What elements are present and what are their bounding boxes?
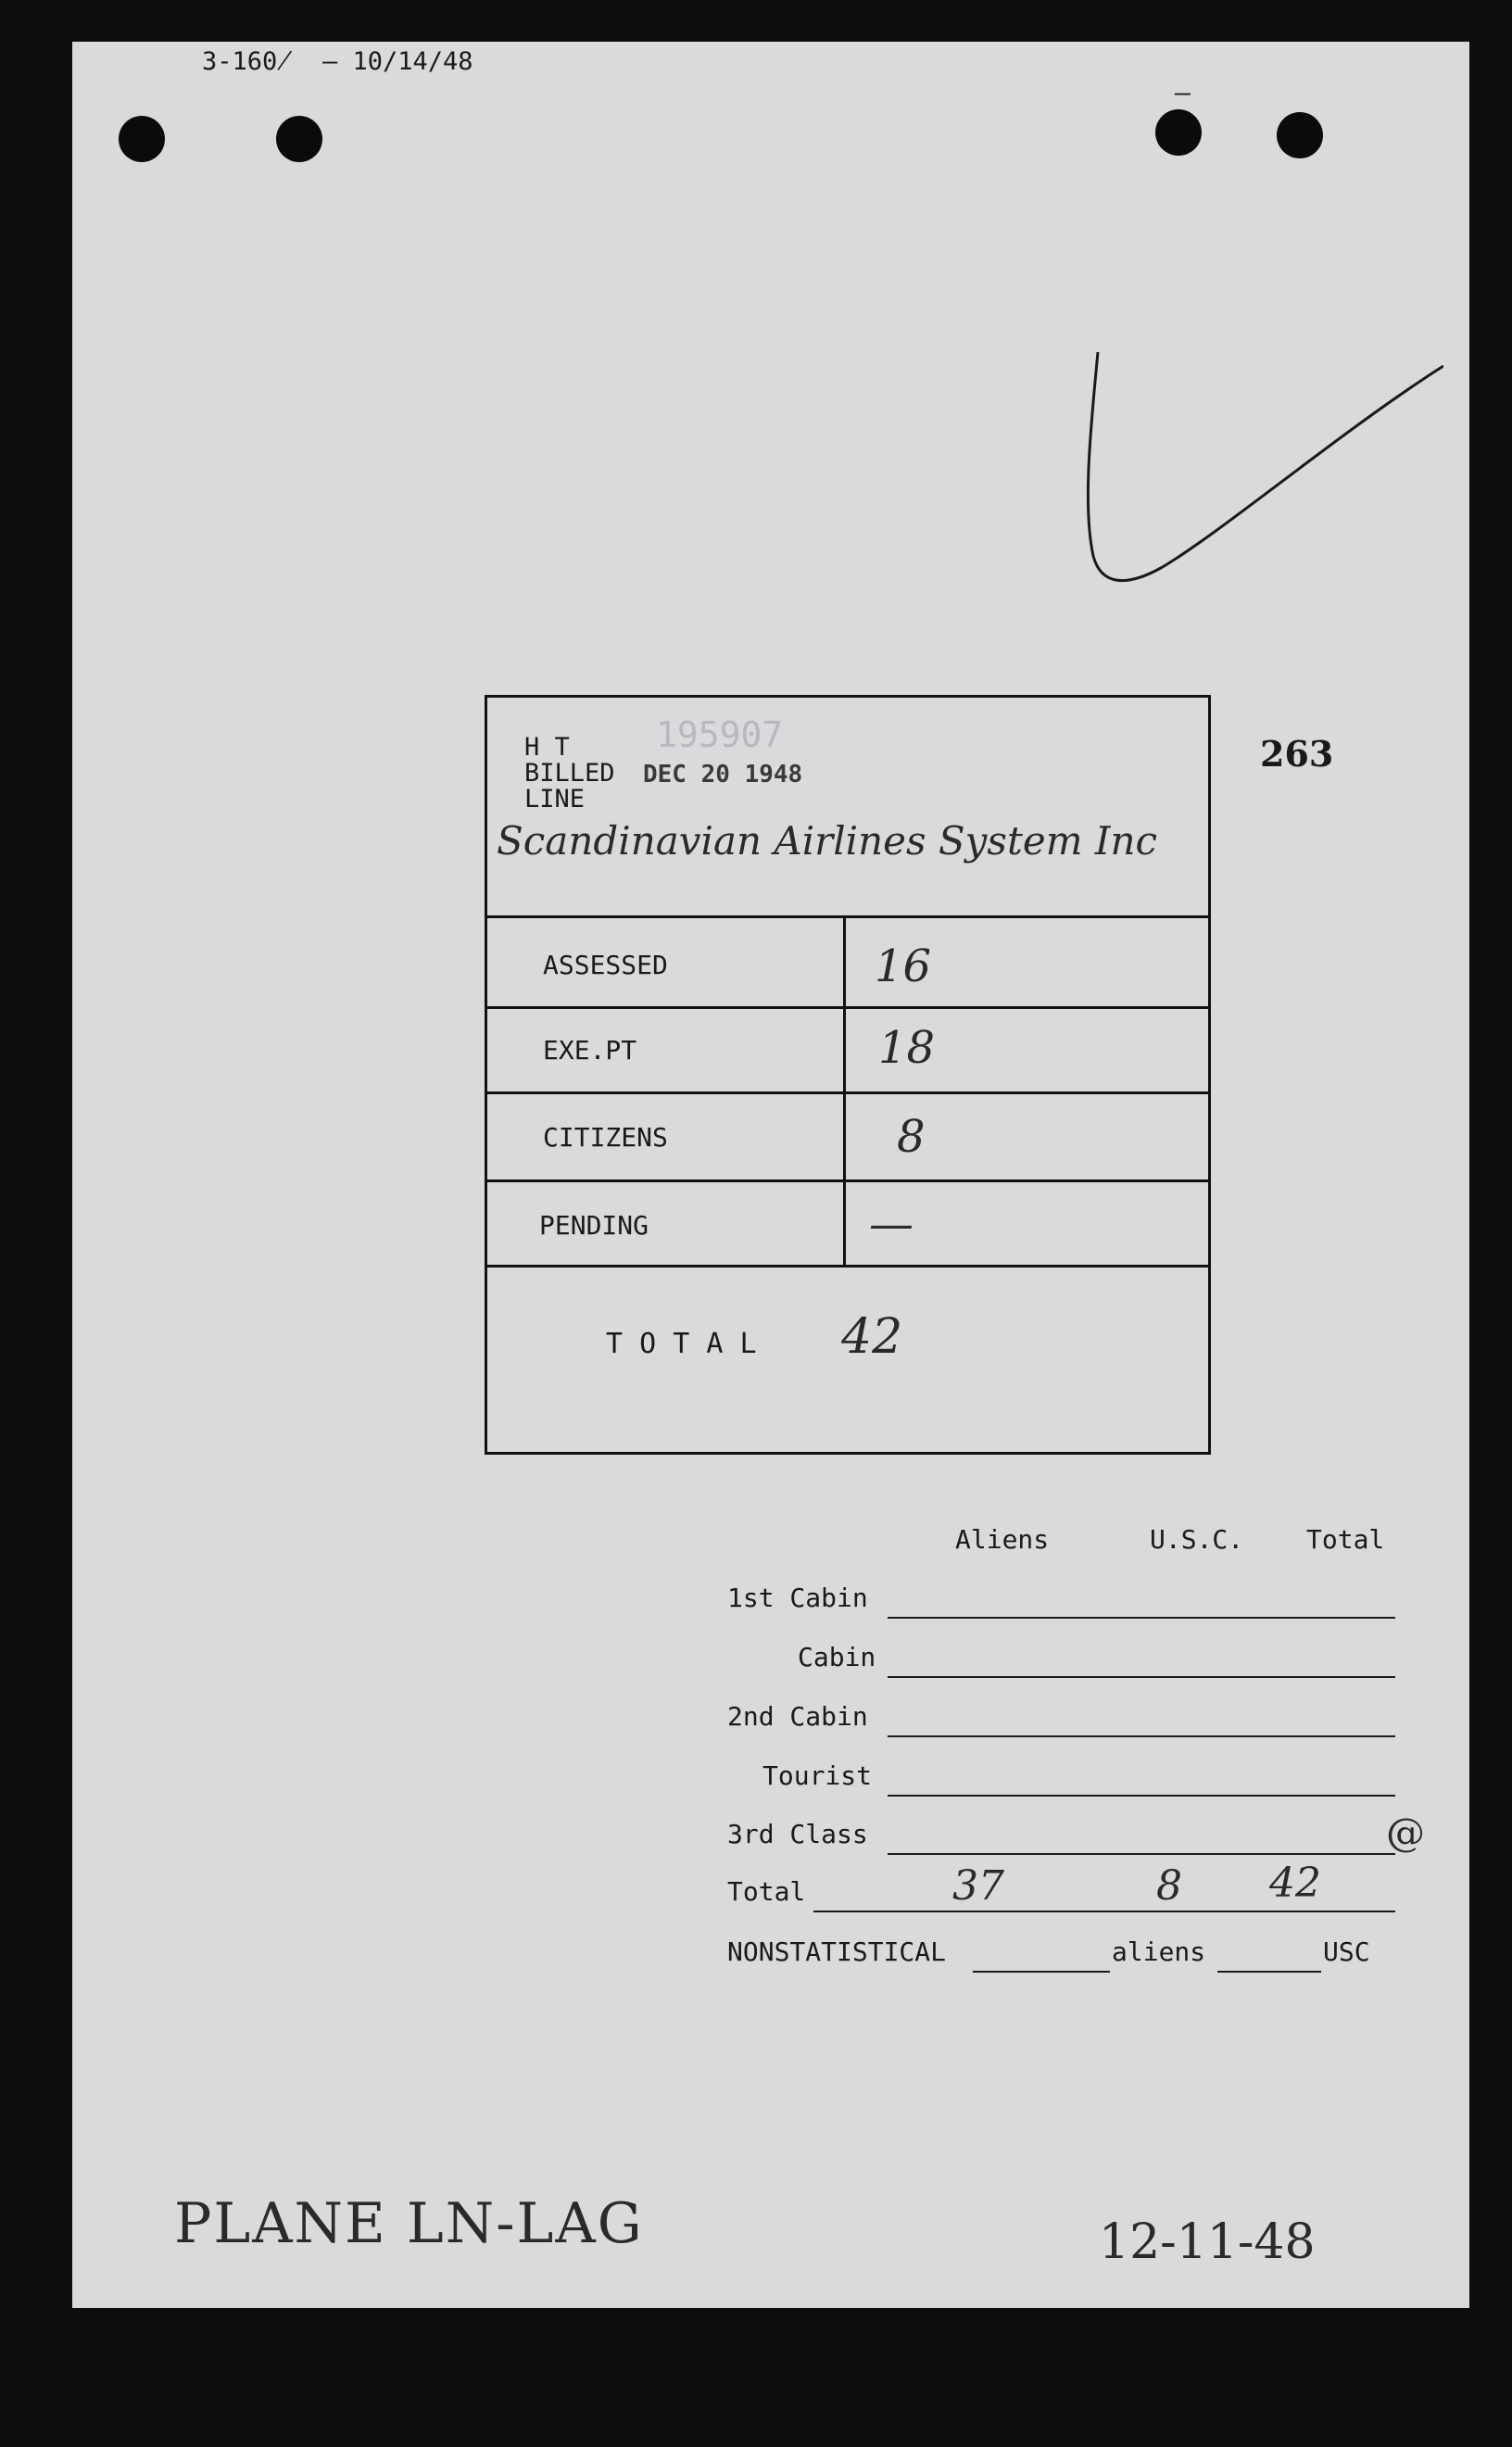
- summary-total-usc: 8: [1156, 1862, 1182, 1910]
- punch-hole: [1155, 109, 1202, 156]
- stamp-label-line: LINE: [524, 785, 586, 814]
- punch-hole: [1277, 112, 1323, 158]
- summary-total-label: Total: [727, 1876, 806, 1907]
- form-code: 3-160̸: [202, 47, 293, 76]
- row-label-assessed: ASSESSED: [543, 950, 668, 980]
- row-value-assessed: 16: [875, 940, 932, 992]
- total-value: 42: [841, 1309, 903, 1365]
- plane-id-handwritten: PLANE LN-LAG: [174, 2191, 644, 2256]
- summary-total-aliens: 37: [952, 1862, 1004, 1910]
- col-header-aliens: Aliens: [955, 1524, 1050, 1555]
- date-handwritten: 12-11-48: [1099, 2214, 1316, 2270]
- line-name-handwritten: Scandinavian Airlines System Inc: [497, 818, 1158, 864]
- row-label-pending: PENDING: [539, 1210, 649, 1241]
- form-date: – 10/14/48: [322, 47, 473, 76]
- summary-row-cabin: Cabin: [798, 1642, 876, 1672]
- row-value-pending: —: [869, 1198, 914, 1250]
- summary-total-total: 42: [1269, 1860, 1321, 1907]
- punch-hole: [276, 116, 322, 162]
- top-mark: —: [1175, 77, 1191, 107]
- nonstatistical-aliens: aliens: [1112, 1936, 1206, 1967]
- total-label: T O T A L: [606, 1328, 757, 1360]
- summary-row-tourist: Tourist: [762, 1760, 873, 1791]
- row-value-exempt: 18: [878, 1022, 936, 1074]
- summary-row-2nd-cabin: 2nd Cabin: [727, 1701, 868, 1732]
- row-label-citizens: CITIZENS: [543, 1122, 668, 1153]
- nonstatistical-label: NONSTATISTICAL: [727, 1936, 947, 1967]
- document-page: [72, 42, 1469, 2308]
- nonstatistical-usc: USC: [1323, 1936, 1370, 1967]
- stamp-number: 195907: [656, 714, 784, 755]
- punch-hole: [119, 116, 165, 162]
- stamp-date: DEC 20 1948: [643, 761, 803, 788]
- page-number: 263: [1260, 733, 1334, 775]
- row-value-citizens: 8: [897, 1111, 926, 1163]
- stamp-label-ht: H T: [524, 733, 570, 762]
- tally-box: [485, 695, 1211, 1455]
- summary-row-1st-cabin: 1st Cabin: [727, 1583, 868, 1613]
- check-mark-icon: [1036, 264, 1443, 598]
- stamp-label-billed: BILLED: [524, 759, 615, 788]
- col-header-usc: U.S.C.: [1150, 1524, 1244, 1555]
- col-header-total: Total: [1306, 1524, 1385, 1555]
- row-label-exempt: EXE.PT: [543, 1035, 637, 1066]
- circled-mark: @: [1386, 1810, 1425, 1855]
- summary-row-3rd-class: 3rd Class: [727, 1819, 868, 1849]
